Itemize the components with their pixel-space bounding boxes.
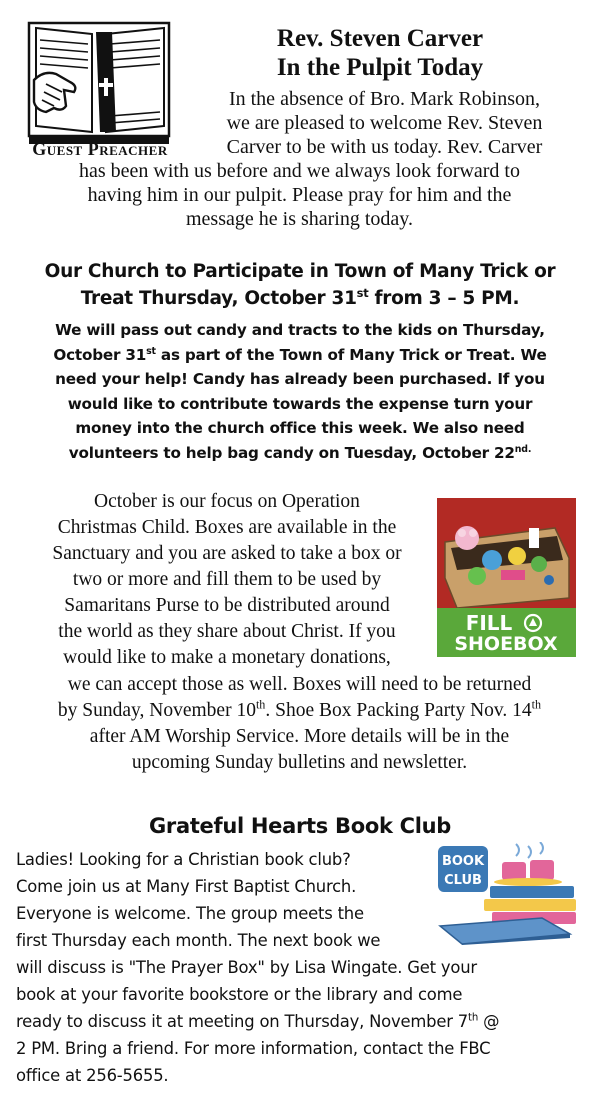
text-line: In the absence of Bro. Mark Robinson, bbox=[228, 88, 541, 110]
text-line bbox=[16, 1008, 591, 1035]
text-line: will discuss is "The Prayer Box" by Lisa Wingate. Get your bbox=[16, 958, 477, 977]
text-line: two or more and fill them to be used by bbox=[72, 569, 382, 590]
ordinal-suffix: nd. bbox=[514, 443, 532, 455]
text-line: Everyone is welcome. The group meets the bbox=[16, 904, 364, 923]
text-line: need your help! Candy has already been purchased. If you bbox=[55, 370, 545, 388]
text-line: message he is sharing today. bbox=[186, 208, 413, 230]
text-line: first Thursday each month. The next book we bbox=[16, 931, 381, 950]
text-line: having him in our pulpit. Please pray for him and the bbox=[87, 184, 512, 206]
text-line: Sanctuary and you are asked to take a box or bbox=[52, 543, 402, 564]
heading-line: In the Pulpit Today bbox=[276, 54, 484, 81]
text-line bbox=[10, 441, 590, 466]
text-run: as part of the Town of Many Trick or Treat. We bbox=[155, 345, 547, 364]
text-line bbox=[12, 698, 587, 724]
book-club-heading: Grateful Hearts Book Club bbox=[148, 814, 452, 838]
text-line: we are pleased to welcome Rev. Steven bbox=[226, 112, 543, 134]
shoebox-paragraph-bottom bbox=[12, 672, 587, 776]
heading-line: Our Church to Participate in Town of Many Trick or bbox=[44, 261, 556, 282]
text-run: volunteers to help bag candy on Tuesday, October 22 bbox=[68, 443, 515, 462]
text-line: would like to contribute towards the expense turn your bbox=[67, 394, 533, 413]
guest-paragraph-bottom bbox=[12, 159, 587, 231]
heading-text: Treat Thursday, October 31 bbox=[80, 288, 357, 309]
heading-line bbox=[10, 285, 590, 312]
open-bible-hand-icon bbox=[26, 20, 172, 158]
trick-or-treat-heading bbox=[10, 258, 590, 312]
guest-preacher-label: Guest Preacher bbox=[32, 139, 168, 159]
heading-line: Rev. Steven Carver bbox=[276, 25, 484, 52]
text-line: has been with us before and we always look forward to bbox=[79, 160, 520, 182]
text-run: @ bbox=[478, 1012, 500, 1031]
shoebox-text: SHOEBOX bbox=[454, 633, 558, 655]
shoebox-paragraph-top bbox=[12, 489, 442, 671]
text-run: October 31 bbox=[53, 345, 147, 364]
text-line: Christmas Child. Boxes are available in the bbox=[57, 517, 397, 538]
text-line: money into the church office this week. We also need bbox=[75, 419, 525, 437]
text-line: book at your favorite bookstore or the library and come bbox=[16, 985, 463, 1004]
text-line: Carver to be with us today. Rev. Carver bbox=[226, 136, 543, 158]
ordinal-suffix: st bbox=[146, 345, 156, 357]
fill-shoebox-image bbox=[437, 498, 576, 657]
text-line: We will pass out candy and tracts to the kids on Thursday, bbox=[55, 321, 545, 339]
text-run: by Sunday, November 10 bbox=[57, 700, 256, 721]
text-line: we can accept those as well. Boxes will need to be returned bbox=[67, 674, 532, 695]
book-club-paragraph-bottom bbox=[16, 954, 591, 1089]
text-line: Samaritans Purse to be distributed around bbox=[64, 595, 390, 616]
text-run: ready to discuss it at meeting on Thursday, November 7 bbox=[16, 1012, 469, 1031]
ordinal-suffix: st bbox=[356, 285, 369, 300]
text-run: . Shoe Box Packing Party Nov. 14 bbox=[265, 700, 532, 721]
book-club-sign-text: CLUB bbox=[444, 873, 482, 888]
guest-paragraph-top bbox=[192, 87, 577, 159]
text-line: October is our focus on Operation bbox=[94, 491, 360, 512]
heading-text: from 3 – 5 PM. bbox=[368, 288, 520, 309]
text-line: Come join us at Many First Baptist Church. bbox=[16, 877, 357, 896]
text-line: 2 PM. Bring a friend. For more information, contact the FBC bbox=[16, 1039, 491, 1058]
ordinal-suffix: th bbox=[531, 697, 542, 712]
text-line: would like to make a monetary donations, bbox=[63, 647, 391, 668]
ordinal-suffix: th bbox=[255, 697, 266, 712]
text-line: office at 256-5655. bbox=[16, 1066, 169, 1085]
shoebox-text: FILL bbox=[465, 611, 513, 635]
text-line: Ladies! Looking for a Christian book club? bbox=[16, 850, 351, 869]
book-club-paragraph-top bbox=[16, 846, 436, 954]
trick-or-treat-paragraph bbox=[10, 318, 590, 465]
text-line bbox=[10, 343, 590, 368]
text-line: the world as they share about Christ. If you bbox=[58, 621, 396, 642]
text-line: upcoming Sunday bulletins and newsletter. bbox=[131, 752, 468, 773]
guest-preacher-heading bbox=[190, 24, 570, 82]
text-line: after AM Worship Service. More details will be in the bbox=[89, 726, 510, 747]
book-club-sign-text: BOOK bbox=[441, 854, 485, 869]
ordinal-suffix: th bbox=[468, 1012, 479, 1024]
book-club-image bbox=[432, 842, 582, 945]
